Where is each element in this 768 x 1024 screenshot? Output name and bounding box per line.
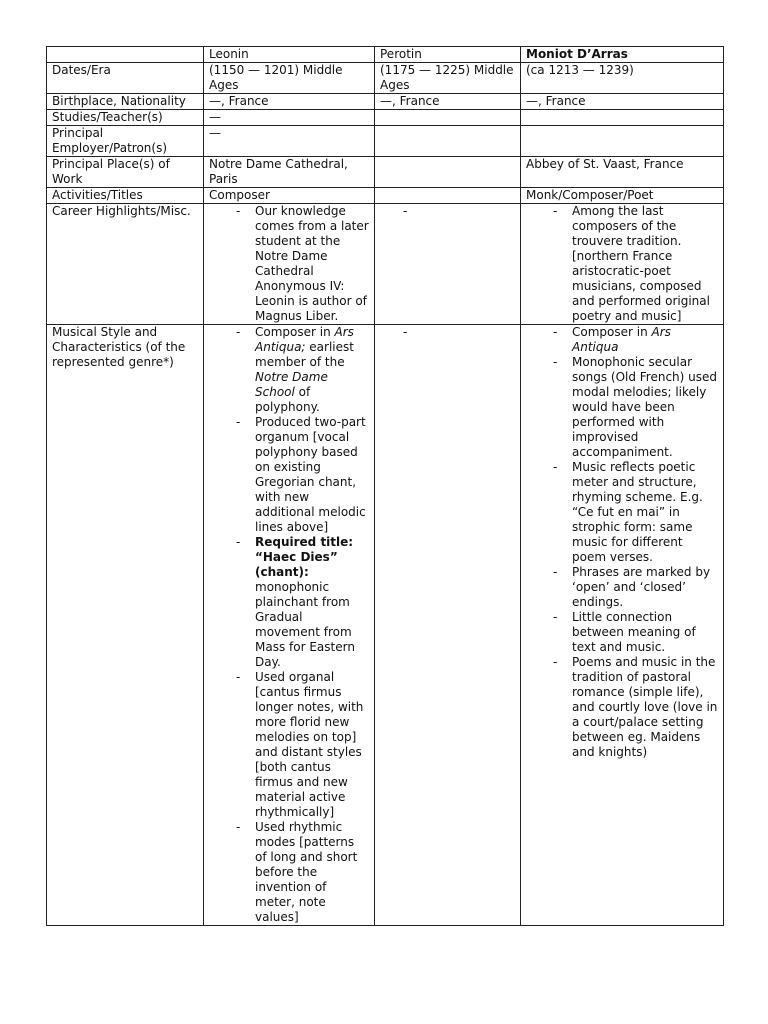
cell-leonin: Composer (204, 188, 375, 204)
italic-term: Notre Dame School (255, 370, 328, 399)
row-label: Career Highlights/Misc. (47, 204, 204, 325)
cell-perotin (375, 110, 521, 126)
cell-moniot: Abbey of St. Vaast, France (521, 157, 724, 188)
list-item: - Among the last composers of the trouvere tradition. [northern France aristocratic-poet musicians, composed and performed original poetry and music] (526, 204, 718, 324)
list-item (526, 325, 718, 355)
list-item: - Produced two-part organum [vocal polyphony based on existing Gregorian chant, with new additional melodic lines above] (209, 415, 369, 535)
composer-comparison-table (46, 46, 724, 926)
cell-leonin: Notre Dame Cathedral, Paris (204, 157, 375, 188)
table-header-row (47, 47, 724, 63)
list-item: - Used rhythmic modes [patterns of long and short before the invention of meter, note values] (209, 820, 369, 925)
list-item (209, 325, 369, 415)
cell-perotin (375, 157, 521, 188)
cell-perotin (375, 188, 521, 204)
table-row (47, 188, 724, 204)
cell-leonin: — (204, 110, 375, 126)
list-item (209, 535, 369, 670)
cell-moniot: Monk/Composer/Poet (521, 188, 724, 204)
row-label: Birthplace, Nationality (47, 94, 204, 110)
text-run: Composer in (572, 325, 652, 339)
table-row (47, 94, 724, 110)
row-label: Dates/Era (47, 63, 204, 94)
cell-moniot (521, 204, 724, 325)
text-run: monophonic plainchant from Gradual movement from Mass for Eastern Day. (255, 580, 355, 669)
cell-perotin: —, France (375, 94, 521, 110)
bullet-list (526, 204, 718, 324)
bullet-list (209, 325, 369, 925)
cell-leonin: — (204, 126, 375, 157)
list-item: - Music reflects poetic meter and structure, rhyming scheme. E.g. “Ce fut en mai” in strophic form: same music for different poem verses. (526, 460, 718, 565)
cell-leonin: —, France (204, 94, 375, 110)
table-row (47, 157, 724, 188)
list-item: - Poems and music in the tradition of pastoral romance (simple life), and courtly love (love in a court/palace setting between eg. Maidens and knights) (526, 655, 718, 760)
cell-perotin: - (375, 325, 521, 926)
header-cell-empty (47, 47, 204, 63)
cell-moniot: (ca 1213 — 1239) (521, 63, 724, 94)
text-run: Composer in (255, 325, 335, 339)
row-label: Principal Place(s) of Work (47, 157, 204, 188)
header-perotin: Perotin (375, 47, 521, 63)
table-row (47, 325, 724, 926)
cell-perotin (375, 126, 521, 157)
table-row (47, 63, 724, 94)
cell-perotin: (1175 — 1225) Middle Ages (375, 63, 521, 94)
table-row (47, 126, 724, 157)
bullet-list (209, 204, 369, 324)
bullet-list (526, 325, 718, 760)
header-leonin: Leonin (204, 47, 375, 63)
row-label: Musical Style and Characteristics (of the represented genre*) (47, 325, 204, 926)
table-row (47, 110, 724, 126)
row-label: Activities/Titles (47, 188, 204, 204)
text-run: earliest member of the (255, 340, 354, 369)
header-moniot: Moniot D’Arras (521, 47, 724, 63)
cell-moniot (521, 126, 724, 157)
cell-perotin: - (375, 204, 521, 325)
list-item: - Little connection between meaning of text and music. (526, 610, 718, 655)
cell-leonin (204, 204, 375, 325)
text-run: of polyphony. (255, 385, 320, 414)
list-item: - Our knowledge comes from a later student at the Notre Dame Cathedral Anonymous IV: Leonin is author of Magnus Liber. (209, 204, 369, 324)
cell-moniot: —, France (521, 94, 724, 110)
cell-moniot (521, 110, 724, 126)
table-row (47, 204, 724, 325)
list-item: - Phrases are marked by ‘open’ and ‘closed’ endings. (526, 565, 718, 610)
cell-moniot (521, 325, 724, 926)
list-item: - Monophonic secular songs (Old French) used modal melodies; likely would have been performed with improvised accompaniment. (526, 355, 718, 460)
cell-leonin (204, 325, 375, 926)
list-item: - Used organal [cantus firmus longer notes, with more florid new melodies on top] and distant styles [both cantus firmus and new material active rhythmically] (209, 670, 369, 820)
italic-term: Ars Antiqua (572, 325, 671, 354)
bold-term: Required title: “Haec Dies” (chant): (255, 535, 354, 579)
italic-term: Ars Antiqua; (255, 325, 354, 354)
row-label: Principal Employer/Patron(s) (47, 126, 204, 157)
cell-leonin: (1150 — 1201) Middle Ages (204, 63, 375, 94)
row-label: Studies/Teacher(s) (47, 110, 204, 126)
